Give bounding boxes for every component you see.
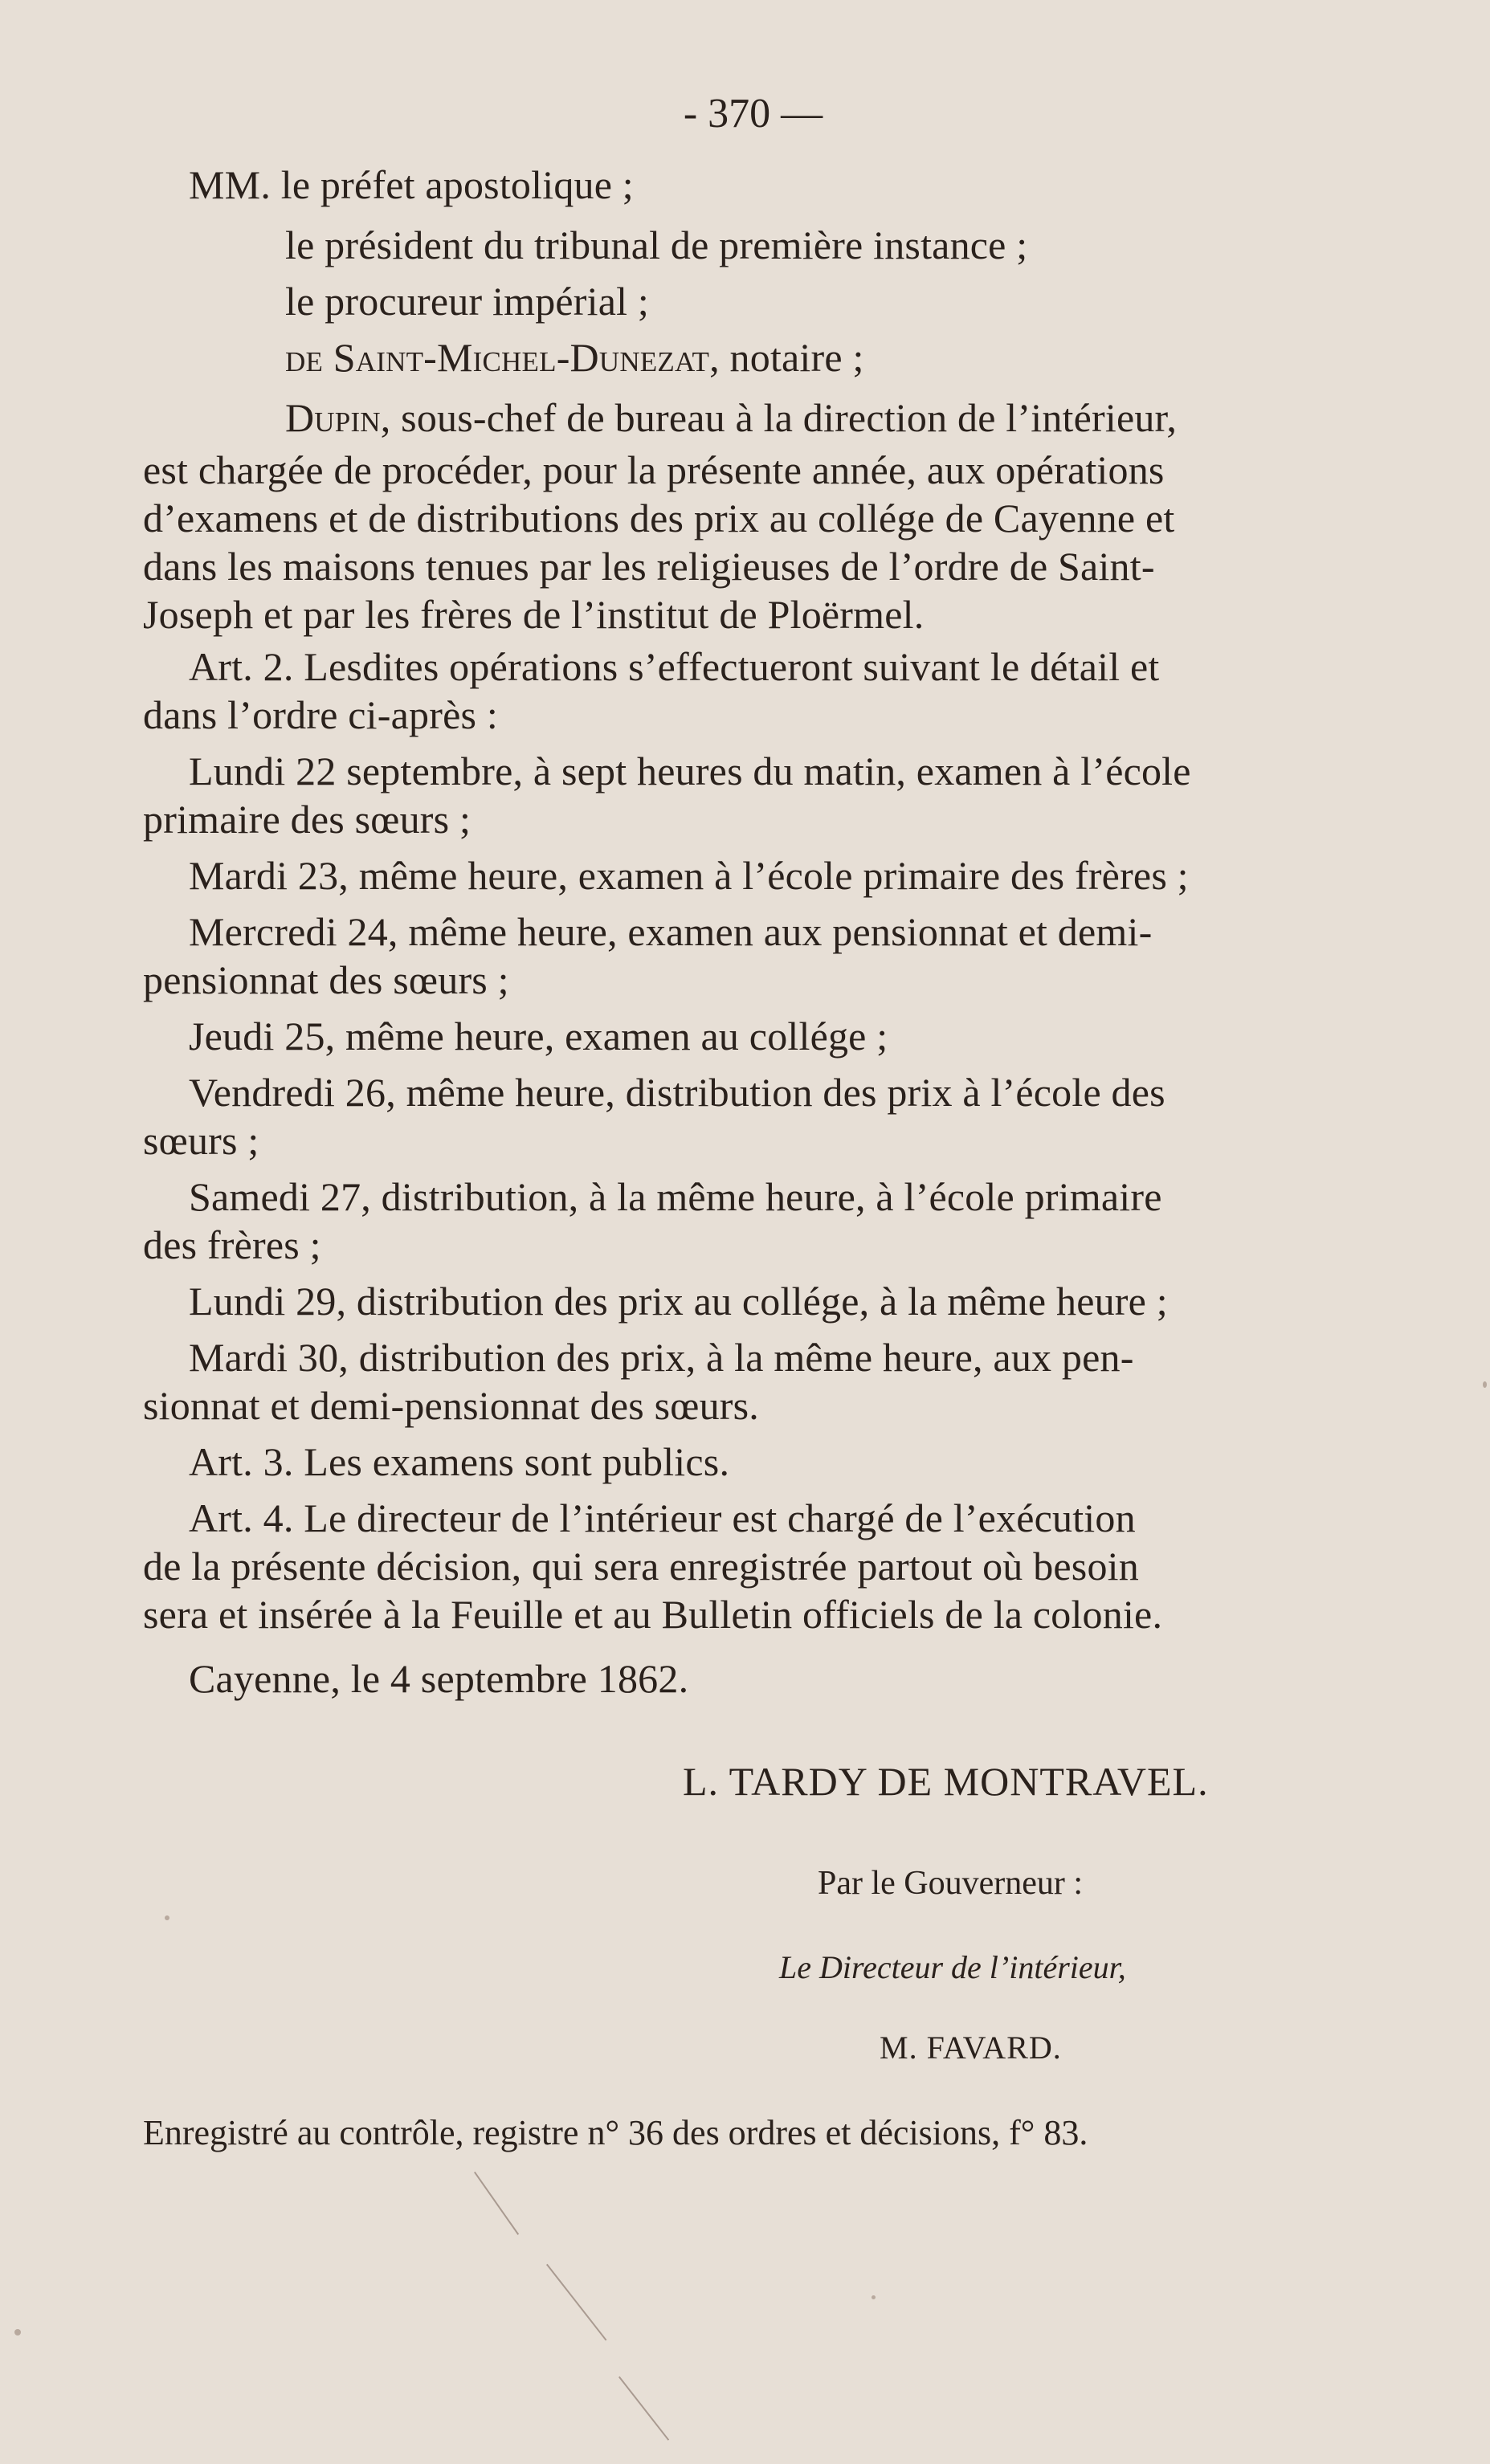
paragraph-line: Joseph et par les frères de l’institut de Ploërmel. [143,592,925,637]
article-4-line: de la présente décision, qui sera enregistrée partout où besoin [143,1544,1139,1589]
schedule-line: Mercredi 24, même heure, examen aux pensionnat et demi- [189,909,1153,954]
schedule-line: Lundi 22 septembre, à sept heures du matin, examen à l’école [189,749,1191,793]
member-prefix: MM. [189,162,271,207]
schedule-line: sionnat et demi-pensionnat des sœurs. [143,1383,759,1428]
schedule-line: des frères ; [143,1222,321,1267]
schedule-line: Lundi 29, distribution des prix au collége, à la même heure ; [189,1279,1168,1324]
article-3-line: Art. 3. Les examens sont publics. [189,1439,730,1484]
date-line: Cayenne, le 4 septembre 1862. [189,1656,689,1701]
schedule-line: Samedi 27, distribution, à la même heure, à l’école primaire [189,1174,1162,1219]
article-4-line: Art. 4. Le directeur de l’intérieur est chargé de l’exécution [189,1495,1136,1540]
member-name: de Saint-Michel-Dunezat [285,335,710,380]
schedule-line: primaire des sœurs ; [143,797,471,842]
director-name: M. FAVARD. [880,2030,1062,2066]
paper-speck [872,2295,876,2299]
director-title: Le Directeur de l’intérieur, [779,1949,1126,1985]
schedule-line: pensionnat des sœurs ; [143,957,509,1002]
article-4-line: sera et insérée à la Feuille et au Bulletin officiels de la colonie. [143,1592,1163,1637]
paper-speck [1483,1381,1487,1388]
member-text: , sous-chef de bureau à la direction de l’intérieur, [380,395,1178,440]
pen-stroke [546,2264,606,2341]
schedule-line: Jeudi 25, même heure, examen au collége ; [189,1014,888,1059]
member-line-2: le président du tribunal de première instance ; [285,222,1028,267]
paper-speck [14,2329,21,2335]
signature: L. TARDY DE MONTRAVEL. [683,1759,1209,1804]
article-2-line: dans l’ordre ci-après : [143,692,498,737]
pen-stroke [474,2172,519,2235]
member-text: le préfet apostolique ; [271,162,634,207]
member-line-3: le procureur impérial ; [285,279,650,324]
member-line-5 [285,394,1177,442]
by-governor: Par le Gouverneur : [818,1865,1084,1902]
schedule-line: Vendredi 26, même heure, distribution des prix à l’école des [189,1070,1165,1115]
paragraph-line: dans les maisons tenues par les religieuses de l’ordre de Saint- [143,544,1155,589]
page-number: - 370 — [683,91,823,137]
pen-stroke [618,2376,669,2441]
schedule-line: Mardi 23, même heure, examen à l’école primaire des frères ; [189,853,1189,898]
article-2-line: Art. 2. Lesdites opérations s’effectueront suivant le détail et [189,644,1160,689]
paper-speck [165,1915,169,1920]
member-name: Dupin [285,395,381,440]
paragraph-line: est chargée de procéder, pour la présente année, aux opérations [143,447,1165,492]
schedule-line: Mardi 30, distribution des prix, à la même heure, aux pen- [189,1335,1134,1380]
member-line-4 [285,333,864,381]
paragraph-line: d’examens et de distributions des prix au collége de Cayenne et [143,496,1175,541]
member-text: , notaire ; [709,335,864,380]
schedule-line: sœurs ; [143,1118,259,1163]
member-line-1 [189,161,634,209]
registry-line: Enregistré au contrôle, registre n° 36 des ordres et décisions, f° 83. [143,2113,1088,2152]
